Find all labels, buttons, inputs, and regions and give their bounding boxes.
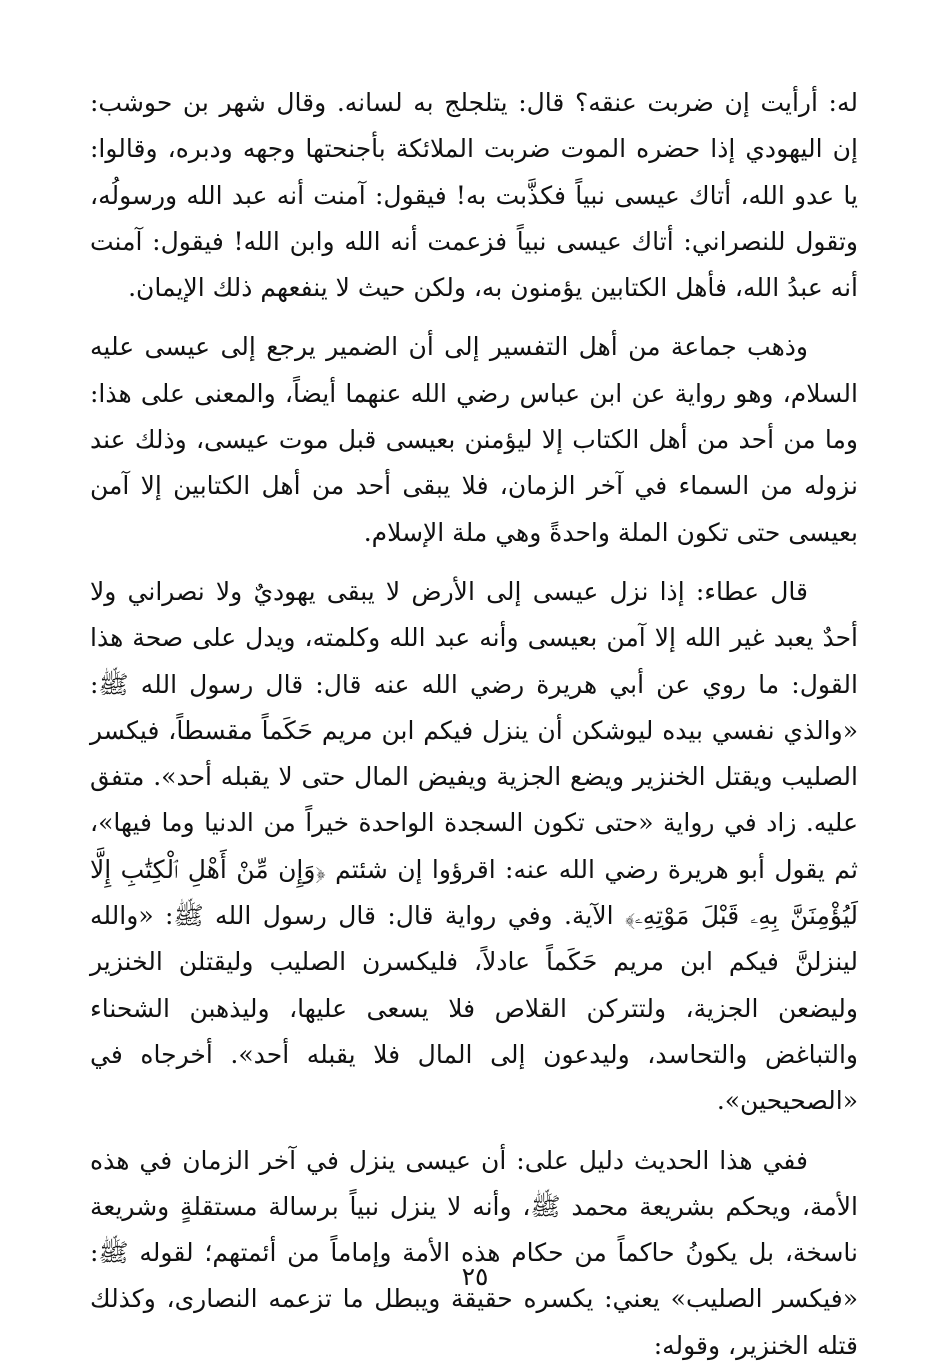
paragraph-3: قال عطاء: إذا نزل عيسى إلى الأرض لا يبقى يهوديٌ ولا نصراني ولا أحدٌ يعبد غير الله إلا آمن بعيسى وأنه عبد الله وكلمته، ويدل على صحة هذا القول: ما روي عن أبي هريرة رضي الله عنه قال: قال رسول الله ﷺ: «والذي نفسي بيده ليوشكن أن ينزل فيكم ابن مريم حَكَماً مقسطاً، فيكسر الصليب ويقتل الخنزير ويضع الجزية ويفيض المال حتى لا يقبله أحد». متفق عليه. زاد في رواية «حتى تكون السجدة الواحدة خيراً من الدنيا وما فيها»، ثم يقول أبو هريرة رضي الله عنه: اقرؤوا إن شئتم ﴿وَإِن مِّنْ أَهْلِ ٱلْكِتَٰبِ إِلَّا لَيُؤْمِنَنَّ بِهِۦ قَبْلَ مَوْتِهِۦ﴾ الآية. وفي رواية قال: قال رسول الله ﷺ: «والله لينزلنَّ فيكم ابن مريم حَكَماً عادلاً، فليكسرن الصليب وليقتلن الخنزير وليضعن الجزية، ولتتركن القلاص فلا يسعى عليها، وليذهبن الشحناء والتباغض والتحاسد، وليدعون إلى المال فلا يقبله أحد». أخرجاه في «الصحيحين».	[90, 576, 858, 1116]
document-page	[90, 80, 858, 1369]
paragraph-2: وذهب جماعة من أهل التفسير إلى أن الضمير يرجع إلى عيسى عليه السلام، وهو رواية عن ابن عباس رضي الله عنهما أيضاً، والمعنى على هذا: وما من أحد من أهل الكتاب إلا ليؤمنن بعيسى قبل موت عيسى، وذلك عند نزوله من السماء في آخر الزمان، فلا يبقى أحد من أهل الكتابين إلا آمن بعيسى حتى تكون الملة واحدةً وهي ملة الإسلام.	[90, 332, 858, 547]
page-number: ٢٥	[461, 1262, 489, 1291]
paragraph-4: ففي هذا الحديث دليل على: أن عيسى ينزل في آخر الزمان في هذه الأمة، ويحكم بشريعة محمد ﷺ، وأنه لا ينزل نبياً برسالة مستقلةٍ وشريعة ناسخة، بل يكونُ حاكماً من حكام هذه الأمة وإماماً من أئمتهم؛ لقوله ﷺ: «فيكسر الصليب» يعني: يكسره حقيقة ويبطل ما تزعمه النصارى، وكذلك قتله الخنزير، وقوله:	[90, 1145, 858, 1360]
paragraph-1: له: أرأيت إن ضربت عنقه؟ قال: يتلجلج به لسانه. وقال شهر بن حوشب: إن اليهودي إذا حضره الموت ضربت الملائكة بأجنحتها وجهه ودبره، وقالوا: يا عدو الله، أتاك عيسى نبياً فكذَّبت به! فيقول: آمنت أنه عبد الله ورسولُه، وتقول للنصراني: أتاك عيسى نبياً فزعمت أنه الله وابن الله! فيقول: آمنت أنه عبدُ الله، فأهل الكتابين يؤمنون به، ولكن حيث لا ينفعهم ذلك الإيمان.	[90, 88, 858, 303]
